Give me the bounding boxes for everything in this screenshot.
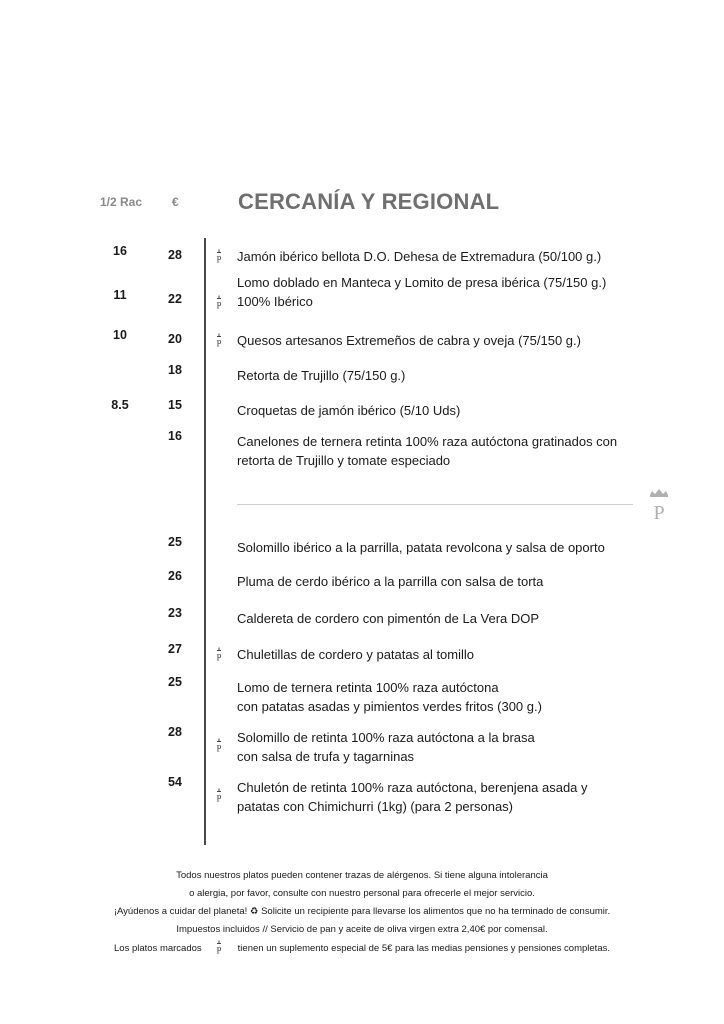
item-description (237, 331, 581, 350)
crowned-p-logo-icon (644, 488, 674, 522)
half-portion-price: 10 (113, 328, 127, 342)
item-description-line: Retorta de Trujillo (75/150 g.) (237, 368, 406, 383)
svg-text:P: P (216, 338, 222, 347)
full-price: 22 (168, 292, 182, 306)
item-description-line: Quesos artesanos Extremeños de cabra y oveja (75/150 g.) (237, 333, 581, 348)
svg-text:P: P (216, 793, 222, 802)
price-header: € (172, 195, 179, 209)
item-description-line: Croquetas de jamón ibérico (5/10 Uds) (237, 403, 461, 418)
svg-text:P: P (216, 300, 222, 309)
full-price: 15 (168, 398, 182, 412)
svg-text:P: P (653, 502, 665, 522)
item-description-line: 100% Ibérico (237, 294, 313, 309)
item-description-line: patatas con Chimichurri (1kg) (para 2 personas) (237, 799, 514, 814)
item-description-line: con salsa de trufa y tagarninas (237, 749, 415, 764)
supplement-notice-text-b: tienen un suplemento especial de 5€ para las medias pensiones y pensiones completas. (237, 943, 610, 955)
full-price: 25 (168, 535, 182, 549)
item-description (237, 778, 588, 816)
item-description-line: Caldereta de cordero con pimentón de La Vera DOP (237, 611, 540, 626)
item-description-line: con patatas asadas y pimientos verdes fritos (300 g.) (237, 699, 542, 714)
item-description (237, 273, 606, 311)
full-price: 20 (168, 332, 182, 346)
item-description (237, 432, 617, 470)
crowned-p-icon (214, 295, 226, 311)
crowned-p-icon (214, 333, 226, 349)
half-portion-header: 1/2 Rac (100, 195, 143, 209)
taxes-notice: Impuestos incluidos // Servicio de pan y aceite de oliva virgen extra 2,40€ por comensal. (176, 924, 548, 935)
half-portion-price: 11 (113, 288, 127, 302)
item-description (237, 538, 605, 557)
section-divider (237, 504, 633, 505)
crowned-p-icon (214, 647, 226, 663)
svg-text:P: P (216, 254, 222, 263)
allergen-notice-line-1: Todos nuestros platos pueden contener trazas de alérgenos. Si tiene alguna intolerancia (176, 870, 548, 881)
item-description-line: Jamón ibérico bellota D.O. Dehesa de Extremadura (50/100 g.) (237, 249, 602, 264)
planet-notice (0, 906, 724, 917)
half-portion-price: 8.5 (111, 398, 129, 412)
item-description-line: Canelones de ternera retinta 100% raza autóctona gratinados con (237, 434, 618, 449)
supplement-notice-text-a: Los platos marcados (114, 943, 202, 955)
svg-text:P: P (216, 945, 222, 954)
svg-text:P: P (216, 652, 222, 661)
crowned-p-icon (214, 940, 224, 957)
planet-notice-text-b: Solicite un recipiente para llevarse los alimentos que no ha terminado de consumir. (261, 906, 611, 917)
item-description-line: Chuletillas de cordero y patatas al tomillo (237, 647, 475, 662)
item-description-line: Pluma de cerdo ibérico a la parrilla con salsa de torta (237, 574, 544, 589)
svg-text:P: P (216, 743, 222, 752)
full-price: 25 (168, 675, 182, 689)
item-description-line: Chuletón de retinta 100% raza autóctona, berenjena asada y (237, 780, 588, 795)
half-portion-price: 16 (113, 244, 127, 258)
item-description-line: Solomillo ibérico a la parrilla, patata revolcona y salsa de oporto (237, 540, 605, 555)
item-description-line: Solomillo de retinta 100% raza autóctona a la brasa (237, 730, 535, 745)
full-price: 27 (168, 642, 182, 656)
item-description (237, 247, 601, 266)
full-price: 26 (168, 569, 182, 583)
crowned-p-icon (214, 249, 226, 265)
supplement-notice (0, 940, 724, 957)
full-price: 28 (168, 248, 182, 262)
full-price: 16 (168, 429, 182, 443)
full-price: 23 (168, 606, 182, 620)
vertical-rule (204, 238, 206, 845)
item-description (237, 678, 542, 716)
section-title: CERCANÍA Y REGIONAL (238, 189, 500, 214)
item-description (237, 645, 474, 664)
item-description (237, 609, 539, 628)
full-price: 18 (168, 363, 182, 377)
crowned-p-icon (214, 788, 226, 804)
crowned-p-icon (214, 738, 226, 754)
item-description (237, 401, 460, 420)
full-price: 28 (168, 725, 182, 739)
item-description-line: retorta de Trujillo y tomate especiado (237, 453, 451, 468)
full-price: 54 (168, 775, 182, 789)
allergen-notice-line-2: o alergia, por favor, consulte con nuestro personal para ofrecerle el mejor servicio. (189, 888, 535, 899)
planet-notice-text-a: ¡Ayúdenos a cuidar del planeta! (113, 906, 248, 917)
item-description (237, 366, 405, 385)
item-description (237, 572, 543, 591)
item-description-line: Lomo de ternera retinta 100% raza autóctona (237, 680, 499, 695)
item-description-line: Lomo doblado en Manteca y Lomito de presa ibérica (75/150 g.) (237, 275, 607, 290)
recycle-icon: ♻ (249, 906, 259, 917)
item-description (237, 728, 535, 766)
